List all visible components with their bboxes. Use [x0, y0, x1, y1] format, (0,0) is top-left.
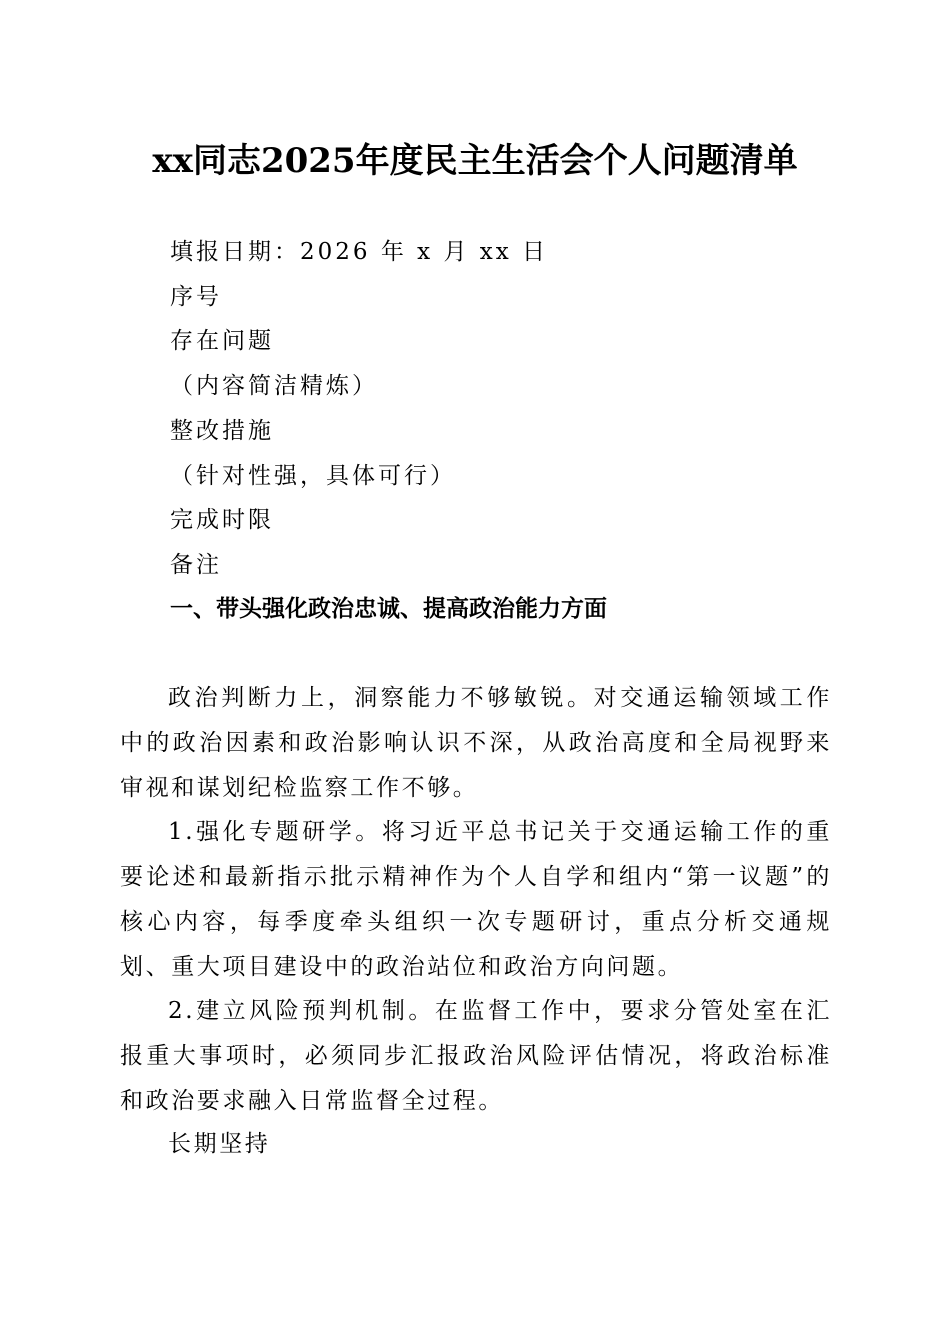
- field-rectification-measures: 整改措施: [170, 418, 274, 444]
- field-problem-note: （内容简洁精炼）: [170, 373, 378, 399]
- document-title: xx同志2025年度民主生活会个人问题清单: [152, 141, 798, 181]
- section-heading: 一、带头强化政治忠诚、提高政治能力方面: [170, 596, 607, 622]
- measure-paragraph-2: 2.建立风险预判机制。在监督工作中，要求分管处室在汇报重大事项时，必须同步汇报政治风险评估情况，将政治标准和政治要求融入日常监督全过程。: [120, 998, 832, 1114]
- fill-date: 填报日期：2026 年 x 月 xx 日: [170, 239, 549, 265]
- measure-paragraph-1: 1.强化专题研学。将习近平总书记关于交通运输工作的重要论述和最新指示批示精神作为个人自学和组内“第一议题”的核心内容，每季度牵头组织一次专题研讨，重点分析交通规划、重大项目建设中的政治站位和政治方向问题。: [120, 819, 832, 980]
- field-remarks: 备注: [170, 552, 222, 578]
- field-measures-note: （针对性强，具体可行）: [170, 463, 456, 489]
- field-existing-problem: 存在问题: [170, 328, 274, 354]
- field-serial-number: 序号: [170, 284, 222, 310]
- deadline-paragraph: 长期坚持: [168, 1131, 271, 1157]
- field-deadline: 完成时限: [170, 507, 274, 533]
- problem-paragraph: 政治判断力上，洞察能力不够敏锐。对交通运输领域工作中的政治因素和政治影响认识不深，从政治高度和全局视野来审视和谋划纪检监察工作不够。: [120, 685, 832, 801]
